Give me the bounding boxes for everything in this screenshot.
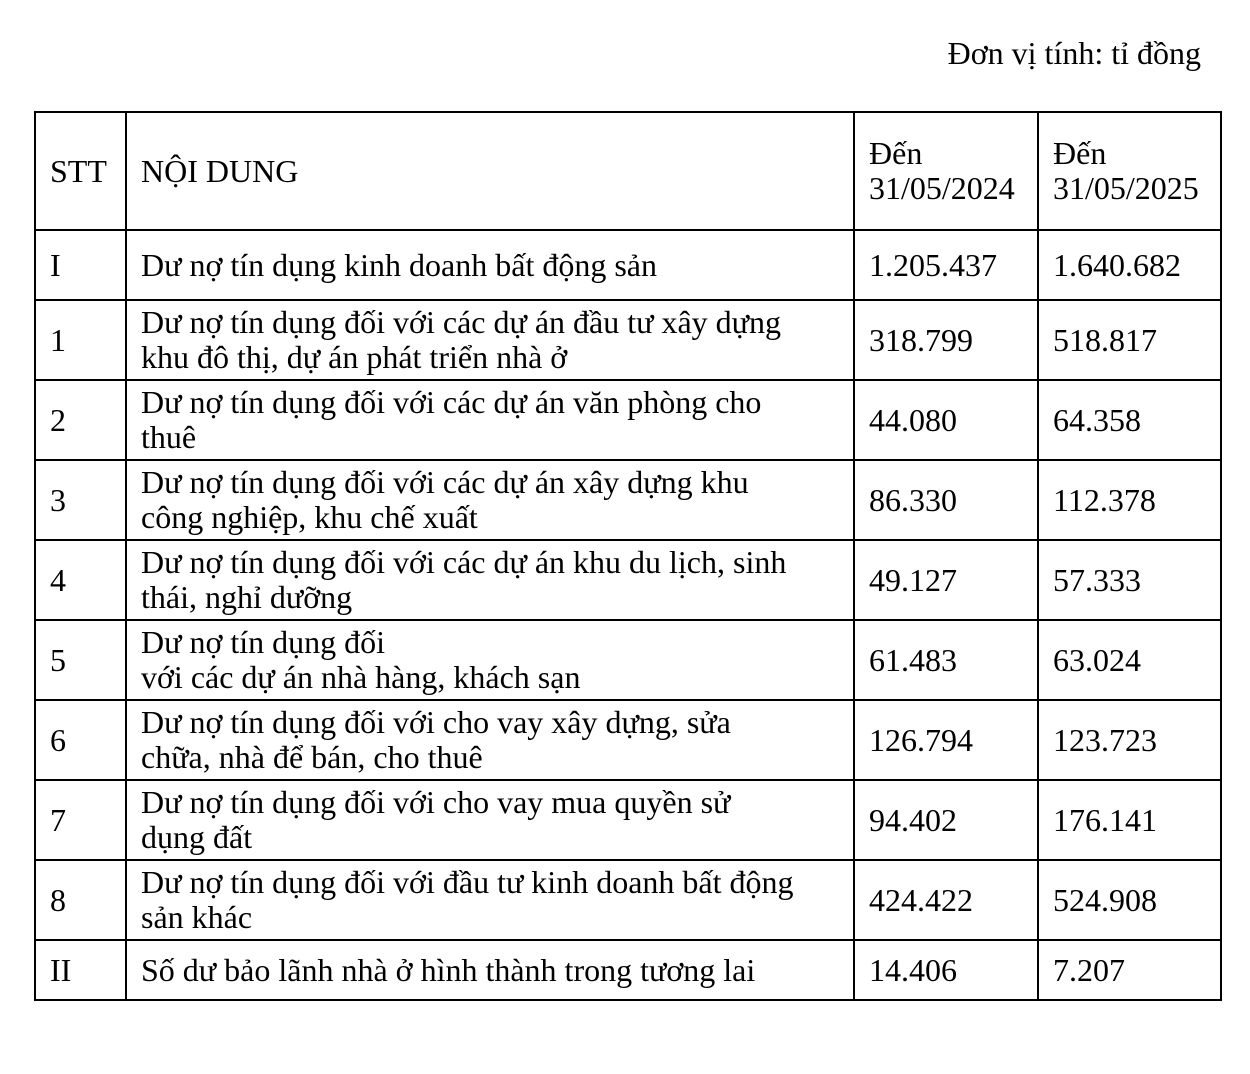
table-row <box>35 540 1221 620</box>
cell-stt: II <box>35 940 126 1000</box>
header-2024-prefix: Đến <box>869 135 923 171</box>
cell-content <box>126 620 854 700</box>
content-line: Dư nợ tín dụng kinh doanh bất động sản <box>141 246 657 283</box>
cell-value-2024: 14.406 <box>854 940 1038 1000</box>
header-2025-prefix: Đến <box>1053 135 1107 171</box>
cell-value-2024: 126.794 <box>854 700 1038 780</box>
credit-table <box>34 111 1222 1001</box>
header-2025-date: 31/05/2025 <box>1053 170 1199 206</box>
content-line: Số dư bảo lãnh nhà ở hình thành trong tương lai <box>141 951 756 988</box>
cell-value-2025: 123.723 <box>1038 700 1221 780</box>
content-line: sản khác <box>141 899 253 935</box>
cell-value-2024: 94.402 <box>854 780 1038 860</box>
cell-stt: 8 <box>35 860 126 940</box>
cell-stt: I <box>35 230 126 300</box>
cell-stt: 1 <box>35 300 126 380</box>
cell-stt: 3 <box>35 460 126 540</box>
cell-value-2025: 518.817 <box>1038 300 1221 380</box>
unit-note: Đơn vị tính: tỉ đồng <box>947 35 1201 71</box>
cell-value-2024: 61.483 <box>854 620 1038 700</box>
cell-content <box>126 940 854 1000</box>
cell-value-2025: 57.333 <box>1038 540 1221 620</box>
cell-stt: 6 <box>35 700 126 780</box>
cell-value-2025: 176.141 <box>1038 780 1221 860</box>
header-2025 <box>1038 112 1221 230</box>
content-line: Dư nợ tín dụng đối với đầu tư kinh doanh bất động <box>141 864 794 900</box>
content-line: với các dự án nhà hàng, khách sạn <box>141 659 581 695</box>
table-row <box>35 380 1221 460</box>
cell-content <box>126 780 854 860</box>
content-line: Dư nợ tín dụng đối với cho vay xây dựng, sửa <box>141 704 731 740</box>
header-2024-date: 31/05/2024 <box>869 170 1015 206</box>
cell-value-2025: 63.024 <box>1038 620 1221 700</box>
cell-content <box>126 860 854 940</box>
content-line: Dư nợ tín dụng đối <box>141 624 386 660</box>
cell-value-2024: 49.127 <box>854 540 1038 620</box>
table-row <box>35 300 1221 380</box>
cell-value-2025: 7.207 <box>1038 940 1221 1000</box>
table-header-row <box>35 112 1221 230</box>
table-row <box>35 230 1221 300</box>
header-2024 <box>854 112 1038 230</box>
content-line: Dư nợ tín dụng đối với cho vay mua quyền sử <box>141 784 731 820</box>
content-line: Dư nợ tín dụng đối với các dự án đầu tư xây dựng <box>141 304 781 340</box>
cell-stt: 5 <box>35 620 126 700</box>
cell-stt: 4 <box>35 540 126 620</box>
cell-value-2025: 64.358 <box>1038 380 1221 460</box>
cell-stt: 7 <box>35 780 126 860</box>
cell-value-2025: 524.908 <box>1038 860 1221 940</box>
cell-value-2024: 1.205.437 <box>854 230 1038 300</box>
table-row <box>35 780 1221 860</box>
cell-content <box>126 380 854 460</box>
header-stt: STT <box>35 112 126 230</box>
cell-value-2024: 424.422 <box>854 860 1038 940</box>
cell-stt: 2 <box>35 380 126 460</box>
cell-value-2025: 112.378 <box>1038 460 1221 540</box>
table-row <box>35 620 1221 700</box>
cell-value-2024: 318.799 <box>854 300 1038 380</box>
content-line: chữa, nhà để bán, cho thuê <box>141 739 483 775</box>
content-line: thái, nghỉ dưỡng <box>141 579 353 615</box>
content-line: công nghiệp, khu chế xuất <box>141 499 478 535</box>
cell-content <box>126 700 854 780</box>
cell-content <box>126 540 854 620</box>
content-line: Dư nợ tín dụng đối với các dự án xây dựng khu <box>141 464 749 500</box>
table-row <box>35 460 1221 540</box>
content-line: thuê <box>141 419 197 455</box>
cell-content <box>126 230 854 300</box>
table-row <box>35 860 1221 940</box>
content-line: Dư nợ tín dụng đối với các dự án khu du lịch, sinh <box>141 544 787 580</box>
cell-value-2025: 1.640.682 <box>1038 230 1221 300</box>
content-line: Dư nợ tín dụng đối với các dự án văn phòng cho <box>141 384 762 420</box>
content-line: dụng đất <box>141 819 253 855</box>
header-content: NỘI DUNG <box>126 112 854 230</box>
table-row <box>35 940 1221 1000</box>
cell-content <box>126 460 854 540</box>
cell-value-2024: 44.080 <box>854 380 1038 460</box>
cell-value-2024: 86.330 <box>854 460 1038 540</box>
content-line: khu đô thị, dự án phát triển nhà ở <box>141 339 568 375</box>
table-row <box>35 700 1221 780</box>
cell-content <box>126 300 854 380</box>
